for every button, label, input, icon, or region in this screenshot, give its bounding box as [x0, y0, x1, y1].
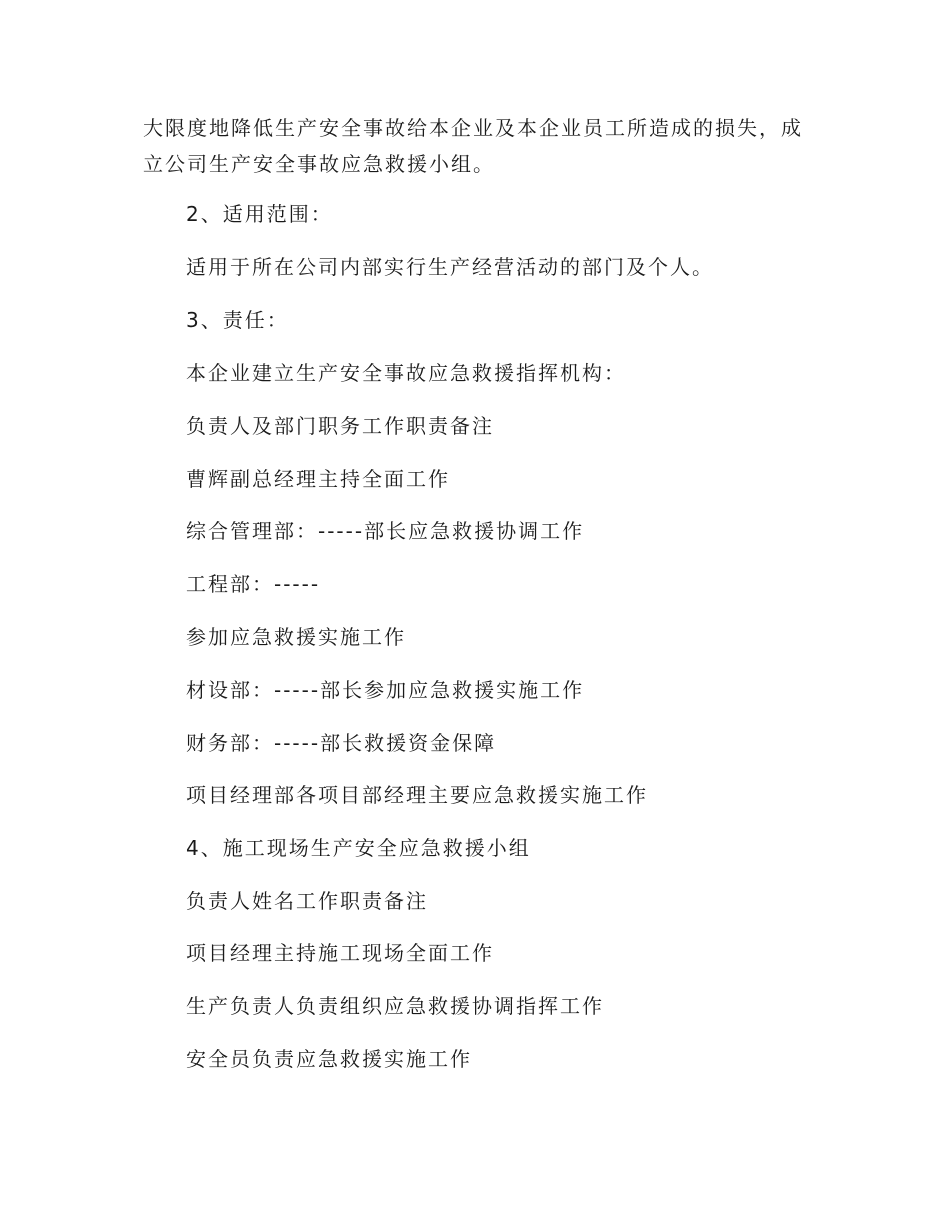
site-team-header: 负责人姓名工作职责备注 — [186, 889, 428, 913]
command-row-admin: 综合管理部：-----部长应急救援协调工作 — [186, 519, 585, 543]
command-row-project-dept: 项目经理部各项目部经理主要应急救援实施工作 — [186, 783, 648, 807]
command-row-vp: 曹辉副总经理主持全面工作 — [186, 467, 450, 491]
site-row-safety-officer: 安全员负责应急救援实施工作 — [186, 1047, 472, 1071]
site-row-production-lead: 生产负责人负责组织应急救援协调指挥工作 — [186, 994, 604, 1018]
intro-line-1: 大限度地降低生产安全事故给本企业及本企业员工所造成的损失，成 — [143, 116, 803, 140]
command-table-header: 负责人及部门职务工作职责备注 — [186, 414, 494, 438]
command-row-finance: 财务部：-----部长救援资金保障 — [186, 731, 497, 755]
command-row-engineering-duty: 参加应急救援实施工作 — [186, 625, 406, 649]
intro-line-2: 立公司生产安全事故应急救援小组。 — [143, 152, 495, 176]
command-structure-text: 本企业建立生产安全事故应急救援指挥机构： — [186, 361, 626, 385]
intro-paragraph — [143, 110, 803, 182]
command-row-materials: 材设部：-----部长参加应急救援实施工作 — [186, 678, 585, 702]
scope-text: 适用于所在公司内部实行生产经营活动的部门及个人。 — [186, 255, 714, 279]
section-2-heading: 2、适用范围： — [186, 202, 333, 226]
section-4-heading: 4、施工现场生产安全应急救援小组 — [186, 836, 531, 860]
section-3-heading: 3、责任： — [186, 308, 289, 332]
command-row-engineering: 工程部：----- — [186, 572, 321, 596]
site-row-project-manager: 项目经理主持施工现场全面工作 — [186, 941, 494, 965]
